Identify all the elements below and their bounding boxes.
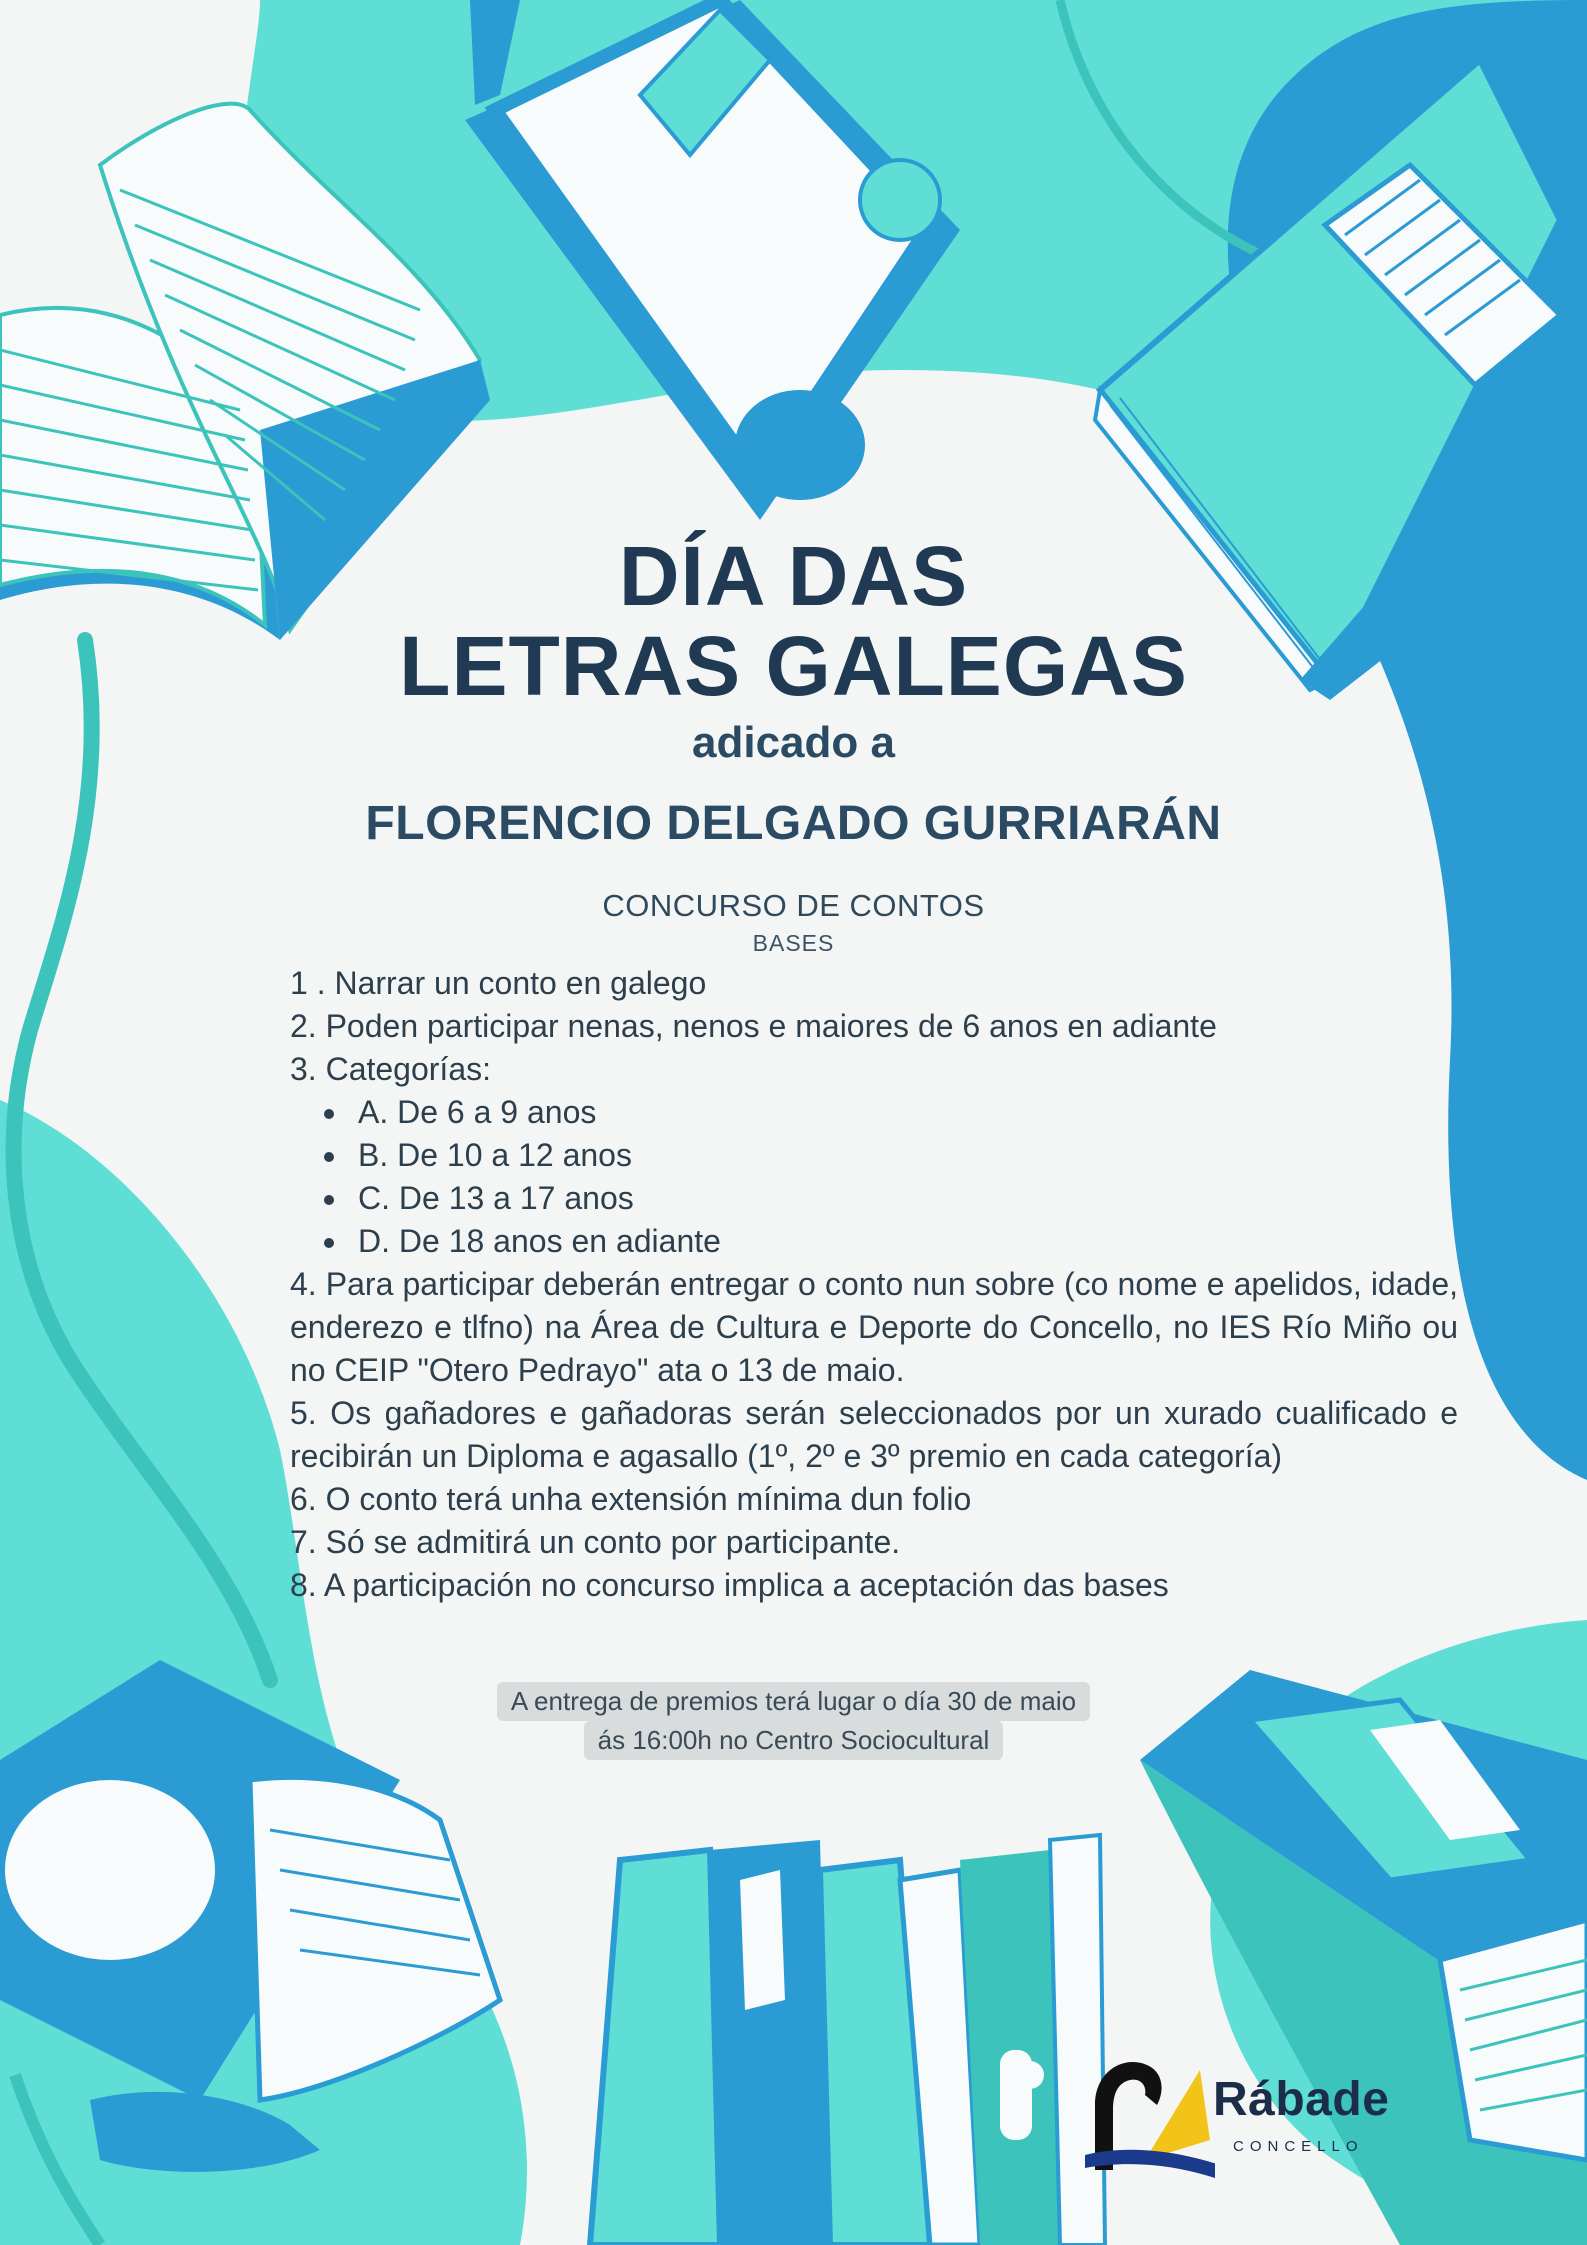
- rule-6: 6. O conto terá unha extensión mínima dun folio: [290, 1481, 972, 1517]
- rule-3: 3. Categorías:: [290, 1051, 491, 1087]
- rules-list: [290, 962, 1458, 1607]
- category-item: • B. De 10 a 12 anos: [350, 1134, 1458, 1177]
- logo-mark-icon: [1085, 2050, 1215, 2185]
- logo-name: Rábade: [1213, 2073, 1390, 2126]
- logo-subtitle: CONCELLO: [1233, 2138, 1364, 2155]
- notice-line-1: A entrega de premios terá lugar o día 30 de maio: [497, 1682, 1090, 1721]
- rule-2: 2. Poden participar nenas, nenos e maiores de 6 anos en adiante: [290, 1008, 1217, 1044]
- category-list: [290, 1091, 1458, 1263]
- rule-8: 8. A participación no concurso implica a aceptación das bases: [290, 1567, 1169, 1603]
- rule-5: 5. Os gañadores e gañadoras serán seleccionados por un xurado cualificado e recibirán un Diploma e agasallo (1º, 2º e 3º premio en cada categoría): [290, 1395, 1458, 1474]
- honoree-name: FLORENCIO DELGADO GURRIARÁN: [365, 797, 1222, 850]
- title-line-1: DÍA DAS: [618, 529, 969, 623]
- rule-7: 7. Só se admitirá un conto por participante.: [290, 1524, 901, 1560]
- dedication-text: adicado a: [692, 718, 895, 767]
- notice-line-2: ás 16:00h no Centro Sociocultural: [584, 1721, 1004, 1760]
- title-line-2: LETRAS GALEGAS: [399, 619, 1188, 713]
- rule-4: 4. Para participar deberán entregar o conto nun sobre (co nome e apelidos, idade, enderezo e tlfno) na Área de Cultura e Deporte do Concello, no IES Río Miño ou no CEIP "Otero Pedrayo" ata o 13 de maio.: [290, 1266, 1458, 1388]
- awards-notice: [0, 1682, 1587, 1760]
- concello-logo: [1085, 2050, 1390, 2185]
- rule-1: 1 . Narrar un conto en galego: [290, 965, 707, 1001]
- contest-name: CONCURSO DE CONTOS: [602, 888, 985, 923]
- category-item: • A. De 6 a 9 anos: [350, 1091, 1458, 1134]
- books-stack-bottom-center: [590, 1835, 1105, 2245]
- category-item: • C. De 13 a 17 anos: [350, 1177, 1458, 1220]
- contest-subtitle: BASES: [752, 930, 835, 956]
- category-item: • D. De 18 anos en adiante: [350, 1220, 1458, 1263]
